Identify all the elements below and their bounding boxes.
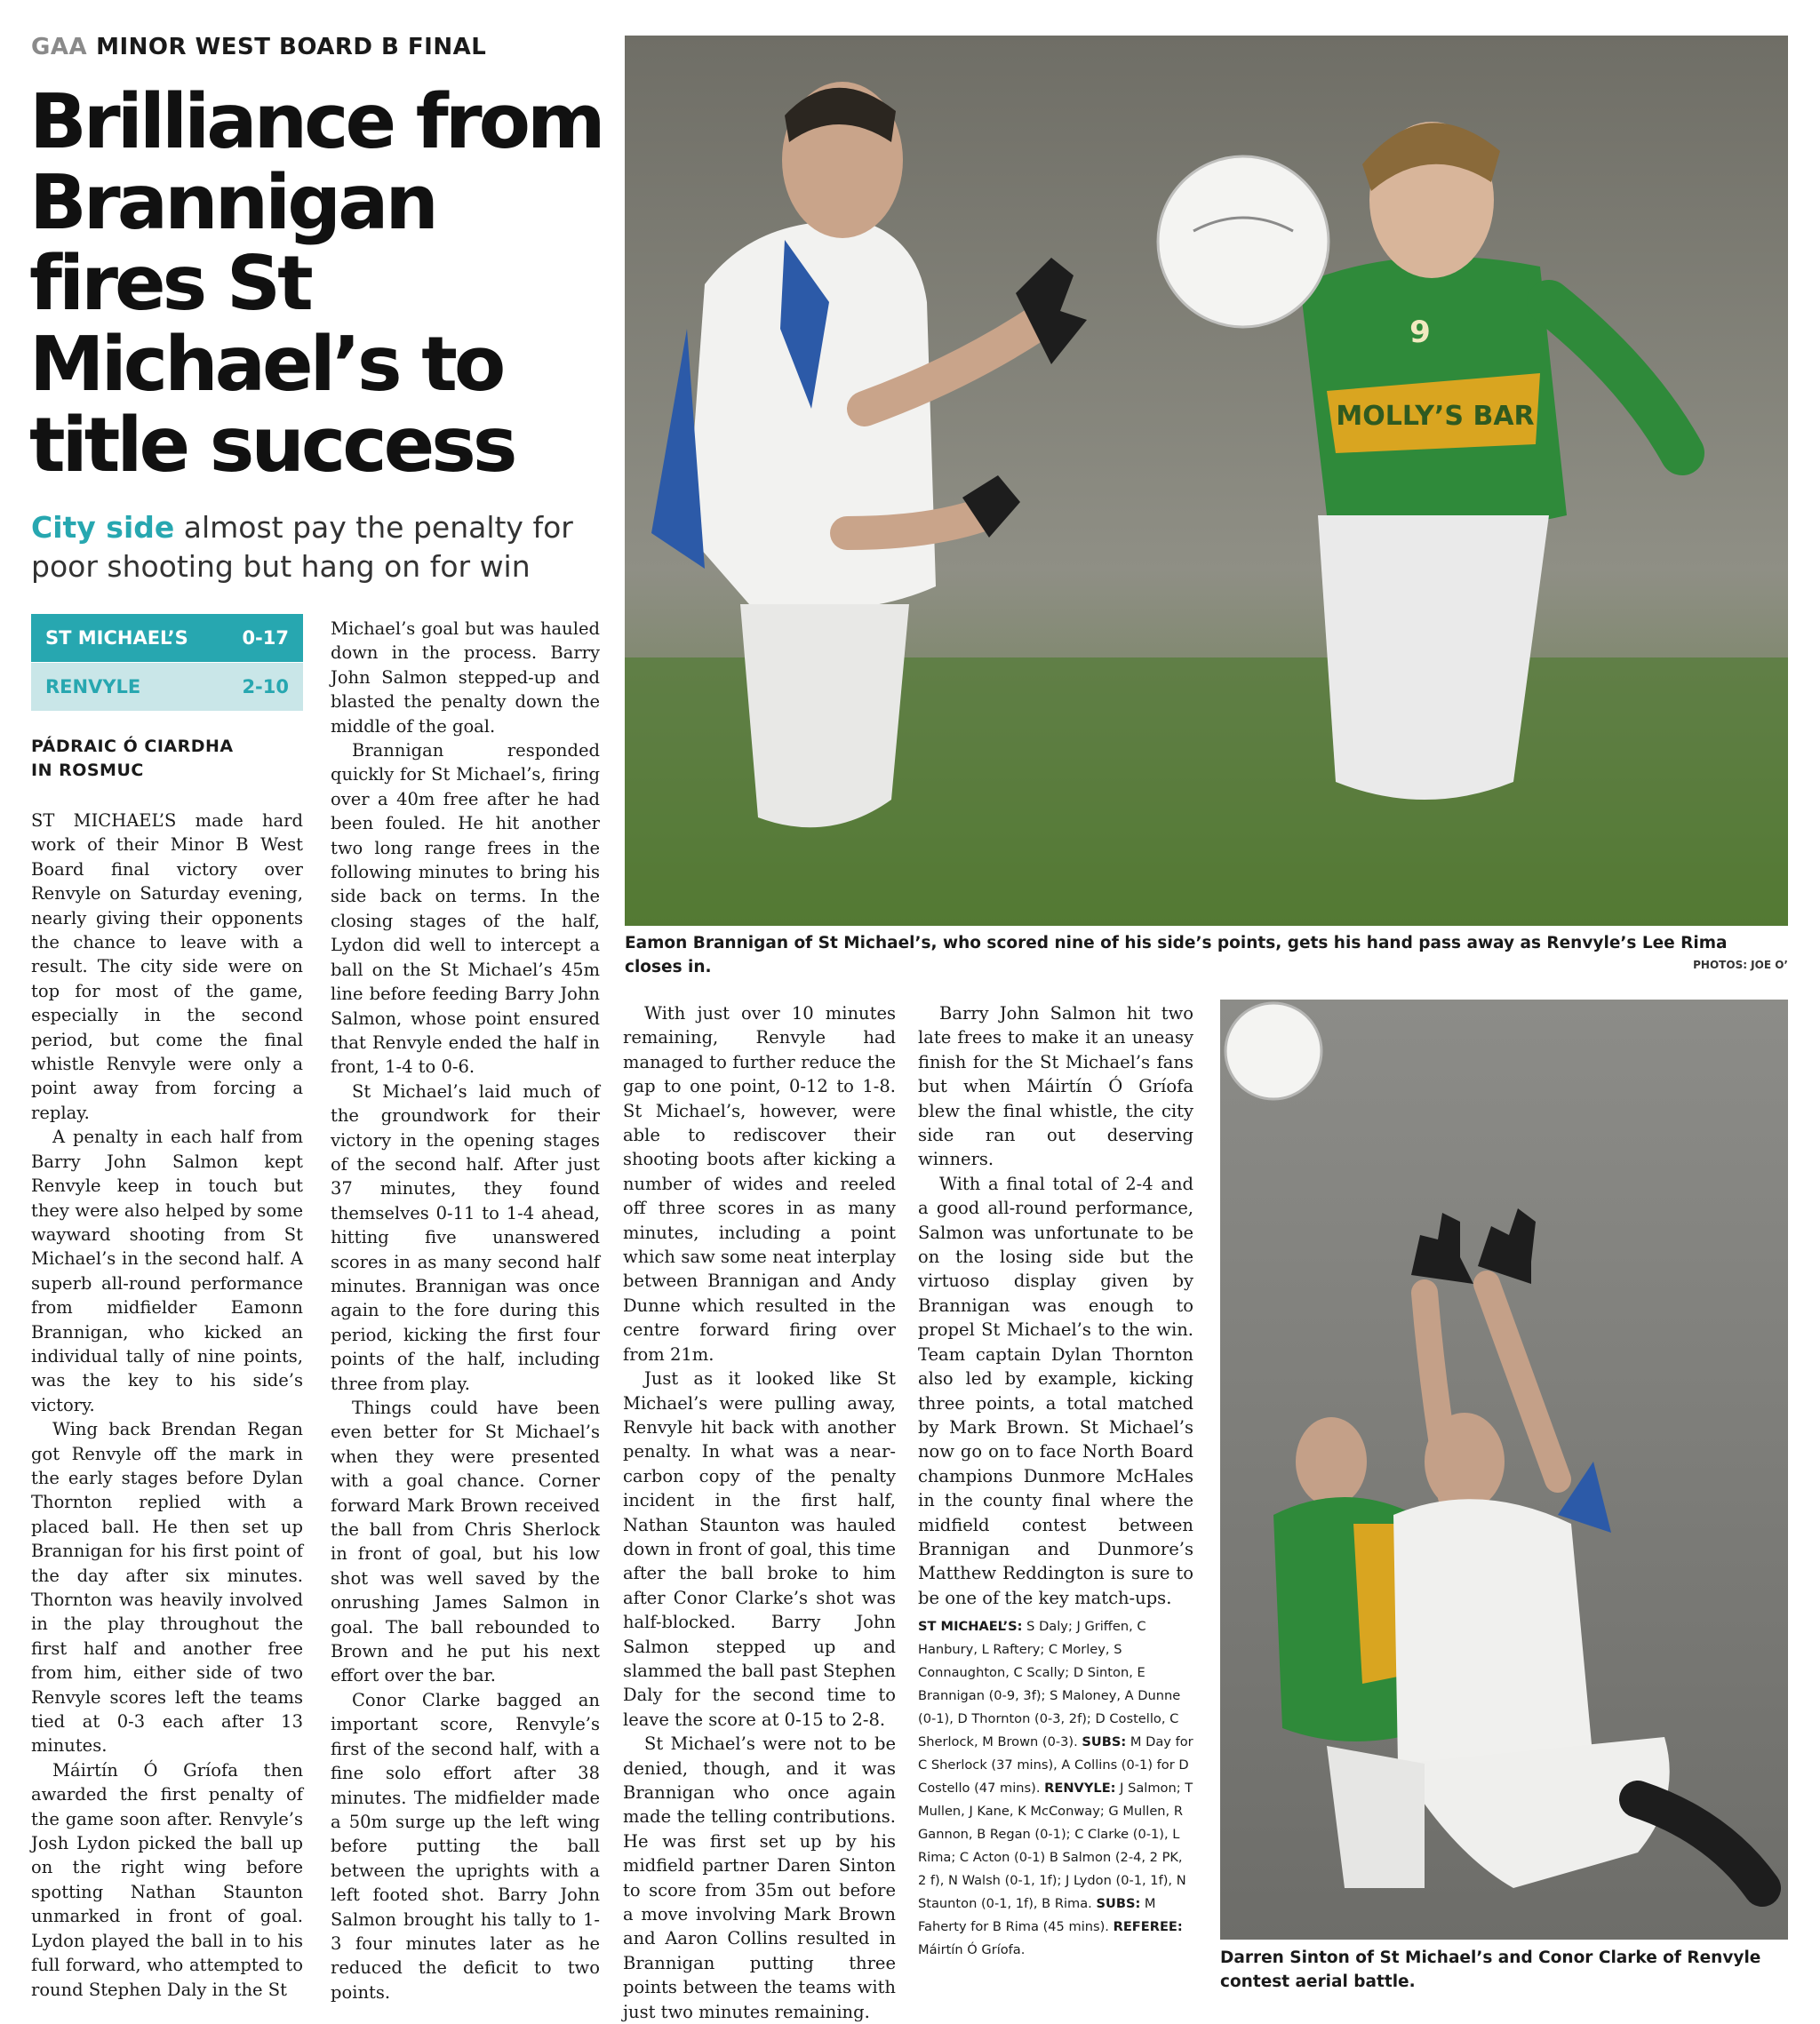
article-paragraph: Máirtín Ó Gríofa then awarded the first penalty of the game soon after. Renvyle’s Josh Lydon picked the ball up on the right wing before spotting Nathan Staunton unmarked in front of goal. Lydon played the ball in to his full forward, who attempted to round Stephen Daly in the St — [31, 1759, 303, 2000]
section-label: GAA — [31, 34, 88, 60]
lead-caps: ST MICHAEL’S — [31, 810, 177, 831]
byline — [31, 735, 303, 783]
team-name: RENVYLE — [45, 676, 141, 697]
article-paragraph: Wing back Brendan Regan got Renvyle off the mark in the early stages before Dylan Thornton replied with a placed ball. He then set up Brannigan for his first point of the day after six minutes. Thornton was heavily involved in the play throughout the first half and another free from him, either side of two Renvyle scores left the teams tied at 0-3 each after 13 minutes. — [31, 1419, 303, 1757]
sponsor-print: MOLLY’S BAR — [1336, 401, 1535, 432]
byline-location: IN ROSMUC — [31, 761, 144, 780]
secondary-photo-illustration — [1220, 1000, 1788, 1940]
main-match-photo — [625, 36, 1788, 926]
team-score: 0-17 — [242, 627, 289, 649]
competition-label: MINOR WEST BOARD B FINAL — [96, 34, 487, 60]
article-paragraph: With a final total of 2-4 and a good all-round performance, Salmon was unfortunate to be on the losing side but the virtuoso display given by Brannigan was enough to propel St Michael’s to the win. Team captain Dylan Thornton also led by example, kicking three points, a total matched by Mark Brown. St Michael’s now go on to face North Board champions Dunmore McHales in the county final where the midfield contest between Brannigan and Dunmore’s Matthew Reddington is sure to be one of the key match-ups. — [918, 1173, 1193, 1608]
article-paragraph: Barry John Salmon hit two late frees to make it an uneasy finish for the St Michael’s fans but when Máirtín Ó Gríofa blew the final whistle, the city side ran out deserving winners. — [918, 1003, 1193, 1170]
jersey-number: 9 — [1409, 315, 1431, 350]
score-row-home — [31, 614, 303, 662]
main-photo-caption: Eamon Brannigan of St Michael’s, who scored nine of his side’s points, gets his hand pass away as Renvyle’s Lee Rima closes in. — [625, 934, 1728, 976]
section-kicker — [31, 34, 618, 60]
team-lineups: ST MICHAEL’S: S Daly; J Griffen, C Hanbury, L Raftery; C Morley, S Connaughton, C Scally; D Sinton, E Brannigan (0-9, 3f); S Maloney, A Dunne (0-1), D Thornton (0-3, 2f); D Costello, C Sherlock, M Brown (0-3). SUBS: M Day for C Sherlock (37 mins), A Collins (0-1) for D Costello (47 mins). RENVYLE: J Salmon; T Mullen, J Kane, K McConway; G Mullen, R Gannon, B Regan (0-1); C Clarke (0-1), L Rima; C Acton (0-1) B Salmon (2-4, 2 PK, 2 f), N Walsh (0-1, 1f); J Lydon (0-1, 1f), N Staunton (0-1, 1f), B Rima. SUBS: M Faherty for B Rima (45 mins). REFEREE: Máirtín Ó Gríofa. — [918, 1619, 1193, 1958]
subhead-accent: City side — [31, 510, 175, 545]
article-paragraph: Just as it looked like St Michael’s were pulling away, Renvyle hit back with another penalty. In what was a near-carbon copy of the penalty incident in the first half, Nathan Staunton was hauled down in front of goal, this time after the ball broke to him after Conor Clarke’s shot was half-blocked. Barry John Salmon stepped up and slammed the ball past Stephen Daly for the second time to leave the score at 0-15 to 2-8. — [623, 1368, 896, 1730]
article-paragraph: With just over 10 minutes remaining, Renvyle had managed to further reduce the gap to one point, 0-12 to 1-8. St Michael’s, however, were able to rediscover their shooting boots after kicking a number of wides and reeled off three scores in as many minutes, including a point which saw some neat interplay between Brannigan and Andy Dunne which resulted in the centre forward firing over from 21m. — [623, 1003, 896, 1365]
photo-credit: PHOTOS: JOE O’ — [1693, 959, 1788, 971]
headline: Brilliance from Brannigan fires St Michael’s to title success — [29, 78, 603, 490]
article-paragraph: A penalty in each half from Barry John Salmon kept Renvyle keep in touch but they were also helped by some wayward shooting from St Michael’s in the second half. A superb all-round performance from midfielder Eamonn Brannigan, who kicked an individual tally of nine points, was the key to his side’s victory. — [31, 1127, 303, 1415]
article-column-3 — [623, 1001, 896, 2024]
main-photo-illustration — [625, 36, 1788, 926]
byline-author: PÁDRAIC Ó CIARDHA — [31, 737, 234, 756]
scoreboard — [31, 614, 303, 711]
article-paragraph: Things could have been even better for St Michael’s when they were presented with a goal chance. Corner forward Mark Brown received the ball from Chris Sherlock in front of goal, but his low shot was well saved by the onrushing James Salmon in goal. The ball rebounded to Brown and he put his next effort over the bar. — [331, 1398, 600, 1686]
secondary-photo-caption: Darren Sinton of St Michael’s and Conor Clarke of Renvyle contest aerial battle. — [1220, 1948, 1761, 1991]
article-column-4 — [918, 1001, 1193, 1962]
score-row-away — [31, 663, 303, 711]
secondary-match-photo — [1220, 1000, 1788, 1940]
team-name: ST MICHAEL’S — [45, 627, 188, 649]
article-paragraph: St Michael’s were not to be denied, though, and it was Brannigan who once again made the telling contributions. He was first set up by his midfield partner Daren Sinton to score from 35m out before a move involving Mark Brown and Aaron Collins resulted in Brannigan putting three points between the teams with just two minutes remaining. — [623, 1733, 896, 2022]
article-paragraph: ST MICHAEL’S made hard work of their Minor B West Board final victory over Renvyle on Saturday evening, nearly giving their opponents the chance to leave with a result. The city side were on top for most of the game, especially in the second period, but come the final whistle Renvyle were only a point away from forcing a replay. — [31, 810, 303, 1123]
article-paragraph: St Michael’s laid much of the groundwork for their victory in the opening stages of the second half. After just 37 minutes, they found themselves 0-11 to 1-4 ahead, hitting five unanswered scores in as many second half minutes. Brannigan was once again to the fore during this period, kicking the first four points of the half, including three from play. — [331, 1080, 600, 1394]
subhead-text: almost pay the penalty for poor shooting but hang on for win — [31, 510, 573, 584]
subheadline — [31, 508, 613, 586]
team-score: 2-10 — [242, 676, 289, 697]
article-paragraph: Conor Clarke bagged an important score, Renvyle’s first of the second half, with a fine solo effort after 38 minutes. The midfielder made a 50m surge up the left wing before putting the ball between the uprights with a left footed shot. Barry John Salmon brought his tally to 1-3 four minutes later as he reduced the deficit to two points. — [331, 1689, 600, 2003]
article-paragraph: Brannigan responded quickly for St Michael’s, firing over a 40m free after he had been fouled. He hit another two long range frees in the following minutes to bring his side back on terms. In the closing stages of the half, Lydon did well to intercept a ball on the St Michael’s 45m line before feeding Barry John Salmon, whose point ensured that Renvyle ended the half in front, 1-4 to 0-6. — [331, 740, 600, 1078]
article-column-2 — [331, 617, 600, 2004]
article-column-1 — [31, 809, 303, 2002]
article-paragraph: Michael’s goal but was hauled down in the process. Barry John Salmon stepped-up and blasted the penalty down the middle of the goal. — [331, 618, 600, 737]
